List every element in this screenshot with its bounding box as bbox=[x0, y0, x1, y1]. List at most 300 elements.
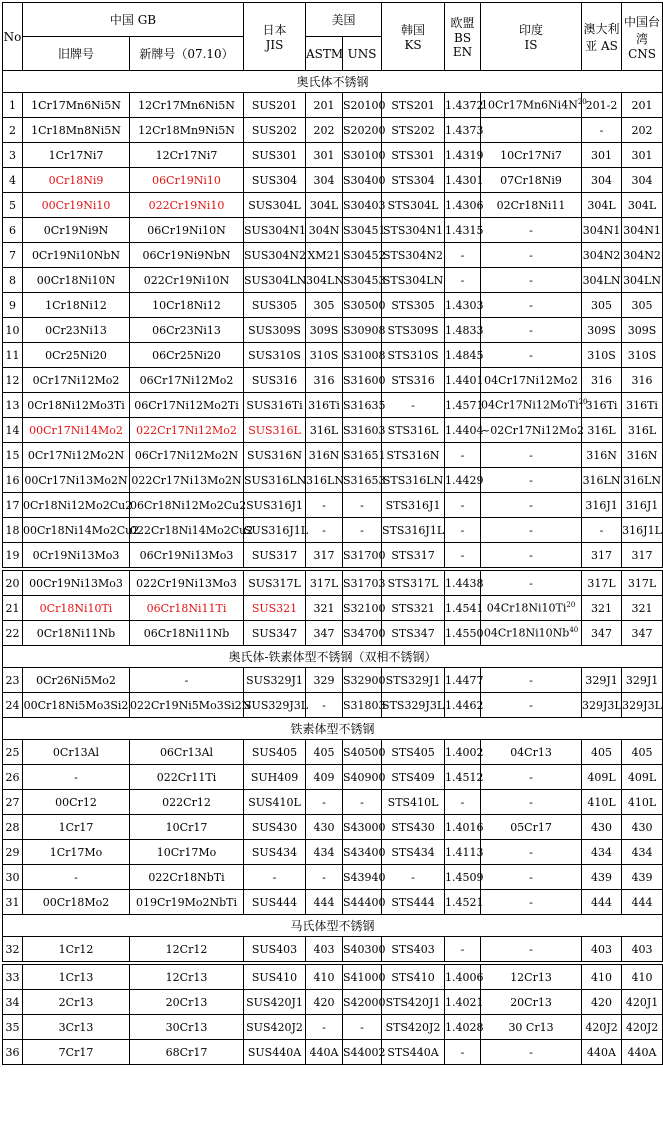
cell-value: 317 bbox=[313, 548, 335, 562]
cell-en bbox=[445, 543, 481, 568]
cell-value: 1.4571 bbox=[445, 398, 484, 412]
cell-new bbox=[130, 990, 244, 1015]
table-row bbox=[3, 293, 663, 318]
cell-value: - bbox=[322, 870, 326, 884]
cell-no bbox=[3, 193, 23, 218]
cell-value: 410 bbox=[313, 970, 335, 984]
cell-value: STS410L bbox=[387, 795, 439, 809]
cell-value: STS310S bbox=[387, 348, 439, 362]
cell-no bbox=[3, 596, 23, 621]
cell-value: 26 bbox=[5, 770, 20, 784]
cell-value: SUH409 bbox=[250, 770, 299, 784]
cell-value: - bbox=[460, 523, 465, 537]
header-eu-en: EN bbox=[452, 45, 473, 59]
cell-value: 00Cr17Ni13Mo2N bbox=[24, 473, 128, 487]
cell-value: 06Cr19Ni10 bbox=[152, 173, 221, 187]
cell-uns bbox=[343, 937, 386, 962]
table-row bbox=[3, 740, 663, 765]
cell-ks bbox=[382, 293, 445, 318]
cell-uns bbox=[343, 890, 386, 915]
cell-as bbox=[582, 118, 622, 143]
cell-value: 04Cr13 bbox=[510, 745, 552, 759]
cell-jis bbox=[244, 143, 306, 168]
cell-is bbox=[481, 443, 582, 468]
cell-value: 305 bbox=[313, 298, 335, 312]
cell-old bbox=[23, 1040, 130, 1065]
cell-value: 1.4002 bbox=[445, 745, 484, 759]
cell-cns bbox=[622, 343, 663, 368]
cell-as bbox=[582, 93, 622, 118]
cell-value: 022Cr12 bbox=[162, 795, 211, 809]
cell-value: - bbox=[529, 1045, 533, 1059]
cell-as bbox=[582, 418, 622, 443]
cell-cns bbox=[622, 368, 663, 393]
cell-astm bbox=[306, 243, 343, 268]
cell-value: 1.4550 bbox=[445, 626, 484, 640]
cell-en bbox=[445, 468, 484, 493]
cell-value: 12Cr13 bbox=[165, 970, 208, 984]
cell-as bbox=[582, 1040, 622, 1065]
cell-value: STS410 bbox=[391, 970, 435, 984]
cell-ks bbox=[382, 990, 445, 1015]
cell-value: SUS444 bbox=[251, 895, 298, 909]
cell-value: 403 bbox=[313, 942, 335, 956]
cell-new bbox=[130, 571, 244, 596]
cell-value: STS420J2 bbox=[385, 1020, 441, 1034]
cell-ks bbox=[382, 693, 445, 718]
cell-cns bbox=[622, 293, 663, 318]
cell-is bbox=[481, 865, 582, 890]
cell-new bbox=[130, 418, 244, 443]
cell-value: STS317 bbox=[391, 548, 435, 562]
cell-value: SUS410L bbox=[248, 795, 301, 809]
cell-astm bbox=[306, 693, 343, 718]
cell-ks bbox=[382, 965, 445, 990]
cell-value: SUS316J1L bbox=[244, 523, 309, 537]
table-row bbox=[3, 518, 663, 543]
cell-en bbox=[445, 865, 484, 890]
cell-value: 1.4845 bbox=[445, 348, 484, 362]
cell-old bbox=[23, 293, 130, 318]
cell-value: SUS309S bbox=[248, 323, 301, 337]
table-row bbox=[3, 243, 663, 268]
cell-ks bbox=[382, 815, 445, 840]
cell-value: - bbox=[529, 298, 533, 312]
cell-value: STS305 bbox=[391, 298, 435, 312]
cell-value: - bbox=[360, 1020, 364, 1034]
cell-en bbox=[445, 990, 484, 1015]
cell-value: 430 bbox=[631, 820, 653, 834]
cell-value: - bbox=[360, 523, 364, 537]
cell-value: - bbox=[529, 323, 533, 337]
cell-is bbox=[481, 890, 582, 915]
cell-no bbox=[3, 268, 23, 293]
cell-as bbox=[582, 443, 622, 468]
cell-en bbox=[445, 790, 481, 815]
cell-cns bbox=[622, 468, 663, 493]
cell-value: - bbox=[360, 795, 364, 809]
cell-astm bbox=[306, 268, 343, 293]
cell-astm bbox=[306, 468, 343, 493]
cell-value: 1Cr17Mn6Ni5N bbox=[31, 98, 121, 112]
cell-no bbox=[3, 393, 23, 418]
cell-uns bbox=[343, 815, 386, 840]
cell-ks bbox=[382, 468, 445, 493]
cell-value: SUS201 bbox=[251, 98, 298, 112]
cell-value: - bbox=[529, 770, 533, 784]
cell-value: 17 bbox=[5, 498, 20, 512]
cell-is bbox=[481, 765, 582, 790]
cell-value: - bbox=[74, 770, 78, 784]
cell-value: 1.4301 bbox=[445, 173, 484, 187]
header-eu-bsen bbox=[445, 3, 481, 71]
cell-is bbox=[481, 937, 582, 962]
cell-no bbox=[3, 621, 23, 646]
cell-astm bbox=[306, 937, 343, 962]
cell-value: S31635 bbox=[343, 398, 386, 412]
cell-new bbox=[130, 621, 244, 646]
cell-value: STS317L bbox=[387, 576, 439, 590]
cell-value: 430 bbox=[313, 820, 335, 834]
cell-is bbox=[481, 668, 582, 693]
cell-is bbox=[481, 1040, 582, 1065]
table-body bbox=[3, 71, 663, 1065]
cell-is bbox=[481, 368, 582, 393]
cell-value: 1Cr17Mo bbox=[49, 845, 103, 859]
cell-old bbox=[23, 1015, 130, 1040]
cell-value: 317 bbox=[591, 548, 613, 562]
cell-ks bbox=[382, 1040, 445, 1065]
cell-new bbox=[130, 168, 244, 193]
cell-value: 06Cr17Ni12Mo2Ti bbox=[134, 398, 239, 412]
cell-value: 1Cr13 bbox=[58, 970, 94, 984]
cell-value: 420 bbox=[313, 995, 335, 1009]
cell-cns bbox=[622, 1040, 663, 1065]
cell-value: SUS321 bbox=[251, 601, 298, 615]
cell-value: - bbox=[322, 523, 326, 537]
cell-value: 06Cr17Ni12Mo2N bbox=[134, 448, 239, 462]
cell-value: - bbox=[529, 448, 533, 462]
cell-as bbox=[582, 493, 622, 518]
cell-value: 30 bbox=[5, 870, 20, 884]
cell-value: 304L bbox=[587, 198, 616, 212]
cell-astm bbox=[306, 621, 343, 646]
cell-new bbox=[130, 693, 252, 718]
cell-value: 0Cr18Ni9 bbox=[48, 173, 104, 187]
cell-value: 409 bbox=[313, 770, 335, 784]
cell-en bbox=[445, 890, 484, 915]
cell-value: - bbox=[460, 248, 465, 262]
cell-cns bbox=[622, 693, 663, 718]
cell-is bbox=[481, 343, 582, 368]
cell-as bbox=[582, 193, 622, 218]
cell-astm bbox=[306, 318, 343, 343]
cell-jis bbox=[244, 840, 306, 865]
cell-old bbox=[23, 668, 130, 693]
cell-value: 410L bbox=[627, 795, 657, 809]
cell-value: S41000 bbox=[343, 970, 386, 984]
cell-value: SUS317L bbox=[248, 576, 301, 590]
cell-old bbox=[23, 368, 130, 393]
cell-value: 434 bbox=[313, 845, 335, 859]
cell-value: - bbox=[529, 498, 533, 512]
cell-cns bbox=[622, 418, 663, 443]
cell-value: ~02Cr17Ni12Mo2 bbox=[481, 423, 584, 437]
cell-cns bbox=[622, 840, 663, 865]
cell-value: 04Cr18Ni10Nb bbox=[483, 626, 570, 640]
cell-as bbox=[582, 865, 622, 890]
cell-astm bbox=[306, 790, 343, 815]
cell-value: 3 bbox=[9, 148, 16, 162]
cell-value: 304N bbox=[308, 223, 340, 237]
cell-ks bbox=[382, 621, 445, 646]
cell-value: SUS316L bbox=[248, 423, 301, 437]
cell-value: XM21 bbox=[307, 248, 341, 262]
cell-en bbox=[445, 368, 484, 393]
cell-is bbox=[481, 543, 582, 568]
cell-value: - bbox=[322, 698, 326, 712]
cell-no bbox=[3, 790, 23, 815]
cell-en bbox=[445, 571, 484, 596]
cell-uns bbox=[343, 468, 386, 493]
cell-uns bbox=[343, 1040, 386, 1065]
cell-en bbox=[445, 815, 484, 840]
cell-old bbox=[23, 571, 130, 596]
section-title: 奥氏体-铁素体型不锈钢（双相不锈钢） bbox=[3, 646, 663, 668]
cell-is bbox=[481, 393, 588, 418]
cell-value: 022Cr18Ni14Mo2Cu2 bbox=[130, 523, 254, 537]
cell-value: 405 bbox=[591, 745, 613, 759]
table-row bbox=[3, 1040, 663, 1065]
cell-cns bbox=[622, 668, 663, 693]
cell-value: S30403 bbox=[343, 198, 386, 212]
cell-value: SUS316J1 bbox=[246, 498, 303, 512]
cell-value: 316 bbox=[591, 373, 613, 387]
cell-uns bbox=[343, 693, 386, 718]
cell-new bbox=[130, 243, 244, 268]
cell-value: - bbox=[322, 795, 326, 809]
cell-value: 1Cr17Ni7 bbox=[48, 148, 104, 162]
cell-value: 440A bbox=[627, 1045, 657, 1059]
cell-no bbox=[3, 418, 23, 443]
cell-astm bbox=[306, 543, 343, 568]
cell-jis bbox=[244, 418, 306, 443]
cell-value: S30908 bbox=[343, 323, 386, 337]
cell-value: 33 bbox=[5, 970, 20, 984]
cell-is bbox=[481, 293, 582, 318]
cell-old bbox=[23, 268, 130, 293]
cell-cns bbox=[622, 243, 663, 268]
cell-is bbox=[481, 518, 582, 543]
cell-value: 18 bbox=[5, 523, 20, 537]
cell-value: 405 bbox=[631, 745, 653, 759]
cell-value: 1.4303 bbox=[445, 298, 484, 312]
header-cns-std: CNS bbox=[628, 46, 656, 61]
cell-as bbox=[582, 393, 622, 418]
cell-value: 022Cr11Ti bbox=[156, 770, 217, 784]
cell-value: - bbox=[460, 1045, 465, 1059]
cell-is bbox=[481, 990, 582, 1015]
table-row bbox=[3, 443, 663, 468]
cell-value: 316LN bbox=[582, 473, 621, 487]
cell-as bbox=[582, 218, 622, 243]
cell-no bbox=[3, 815, 23, 840]
cell-ks bbox=[382, 268, 445, 293]
cell-no bbox=[3, 368, 23, 393]
cell-value: 202 bbox=[631, 123, 653, 137]
cell-astm bbox=[306, 890, 343, 915]
cell-value: - bbox=[529, 473, 533, 487]
cell-old bbox=[23, 443, 130, 468]
cell-value: 7 bbox=[9, 248, 16, 262]
cell-no bbox=[3, 93, 23, 118]
cell-value: 1 bbox=[9, 98, 16, 112]
cell-en bbox=[445, 193, 484, 218]
cell-value: 02Cr18Ni11 bbox=[496, 198, 566, 212]
cell-value: SUS304 bbox=[251, 173, 298, 187]
cell-en bbox=[445, 1040, 481, 1065]
cell-jis bbox=[244, 268, 306, 293]
cell-old bbox=[23, 118, 130, 143]
cell-value: - bbox=[529, 523, 533, 537]
cell-value: SUS305 bbox=[251, 298, 298, 312]
cell-no bbox=[3, 218, 23, 243]
cell-cns bbox=[622, 518, 663, 543]
cell-no bbox=[3, 765, 23, 790]
cell-value: 304 bbox=[591, 173, 613, 187]
table-row bbox=[3, 668, 663, 693]
cell-value: 316N bbox=[626, 448, 658, 462]
cell-jis bbox=[244, 193, 306, 218]
cell-as bbox=[582, 840, 622, 865]
cell-value: 1.4521 bbox=[445, 895, 484, 909]
cell-value: 00Cr12 bbox=[55, 795, 97, 809]
cell-cns bbox=[622, 393, 663, 418]
cell-value: 1.4021 bbox=[445, 995, 484, 1009]
cell-cns bbox=[622, 318, 663, 343]
cell-en bbox=[445, 293, 484, 318]
section-title: 奥氏体不锈钢 bbox=[3, 71, 663, 93]
cell-value: 00Cr17Ni14Mo2 bbox=[29, 423, 123, 437]
cell-value: 440A bbox=[587, 1045, 616, 1059]
cell-value: 1.4509 bbox=[445, 870, 484, 884]
cell-uns bbox=[343, 443, 386, 468]
cell-cns bbox=[622, 815, 663, 840]
cell-value: - bbox=[411, 398, 415, 412]
cell-is bbox=[481, 493, 582, 518]
cell-value: 1.4006 bbox=[445, 970, 484, 984]
cell-value: 15 bbox=[5, 448, 20, 462]
cell-value: 304N2 bbox=[582, 248, 621, 262]
cell-value: 019Cr19Mo2NbTi bbox=[135, 895, 238, 909]
cell-new bbox=[130, 1015, 244, 1040]
cell-value: 0Cr23Ni13 bbox=[45, 323, 107, 337]
cell-value: STS329J3L bbox=[382, 698, 445, 712]
cell-value: 29 bbox=[5, 845, 20, 859]
cell-value: 329J3L bbox=[582, 698, 622, 712]
cell-value: STS316 bbox=[391, 373, 435, 387]
cell-old bbox=[23, 143, 130, 168]
cell-as bbox=[582, 790, 622, 815]
cell-value: 317L bbox=[309, 576, 339, 590]
cell-en bbox=[445, 668, 484, 693]
header-gb-new: 新牌号（07.10） bbox=[130, 37, 244, 71]
cell-is bbox=[481, 965, 582, 990]
cell-value: 1.4477 bbox=[445, 673, 484, 687]
cell-en bbox=[445, 443, 481, 468]
cell-old bbox=[23, 418, 130, 443]
cell-value: 13 bbox=[5, 398, 20, 412]
cell-jis bbox=[244, 93, 306, 118]
cell-value: 1.4372 bbox=[445, 98, 484, 112]
cell-value: 11 bbox=[5, 348, 20, 362]
cell-astm bbox=[306, 1015, 343, 1040]
cell-value: 16 bbox=[5, 473, 20, 487]
cell-cns bbox=[622, 621, 663, 646]
cell-value: 8 bbox=[9, 273, 16, 287]
cell-as bbox=[582, 937, 622, 962]
cell-cns bbox=[622, 118, 663, 143]
cell-value: - bbox=[460, 448, 465, 462]
cell-value: 1Cr18Ni12 bbox=[45, 298, 107, 312]
cell-value: - bbox=[460, 548, 465, 562]
cell-value: 10Cr18Ni12 bbox=[152, 298, 221, 312]
header-is-std: IS bbox=[524, 38, 538, 52]
cell-old bbox=[23, 965, 130, 990]
cell-en bbox=[445, 518, 481, 543]
cell-value: 1.4512 bbox=[445, 770, 484, 784]
cell-cns bbox=[622, 865, 663, 890]
section-header-row bbox=[3, 915, 663, 937]
table-row bbox=[3, 621, 663, 646]
cell-new bbox=[130, 368, 244, 393]
cell-value: 1.4306 bbox=[445, 198, 484, 212]
header-ks-std: KS bbox=[404, 38, 422, 52]
cell-value: STS309S bbox=[387, 323, 439, 337]
cell-uns bbox=[343, 143, 386, 168]
cell-value: 20Cr13 bbox=[165, 995, 208, 1009]
cell-old bbox=[23, 890, 130, 915]
cell-value: 316J1L bbox=[622, 523, 662, 537]
cell-value: 06Cr18Ni12Mo2Cu2 bbox=[130, 498, 247, 512]
cell-ks bbox=[382, 765, 445, 790]
cell-value: 420J2 bbox=[585, 1020, 618, 1034]
cell-new bbox=[130, 596, 244, 621]
cell-value: 10 bbox=[5, 323, 20, 337]
cell-value: S31653 bbox=[343, 473, 386, 487]
cell-value: STS304N1 bbox=[383, 223, 444, 237]
cell-as bbox=[582, 143, 622, 168]
cell-uns bbox=[343, 418, 386, 443]
cell-cns bbox=[622, 168, 663, 193]
cell-value: S32100 bbox=[343, 601, 386, 615]
cell-new bbox=[130, 118, 244, 143]
cell-uns bbox=[343, 596, 386, 621]
cell-value: 444 bbox=[591, 895, 613, 909]
cell-value: 32 bbox=[5, 942, 20, 956]
cell-is bbox=[481, 318, 582, 343]
grade-comparison-sheet bbox=[0, 2, 663, 1145]
cell-value: 317L bbox=[627, 576, 657, 590]
cell-value: SUS347 bbox=[251, 626, 298, 640]
table-row bbox=[3, 143, 663, 168]
cell-value: STS316J1L bbox=[382, 523, 445, 537]
cell-value: 439 bbox=[631, 870, 653, 884]
cell-en bbox=[445, 318, 484, 343]
cell-value: SUS304L bbox=[248, 198, 301, 212]
cell-is bbox=[481, 143, 582, 168]
cell-ks bbox=[382, 343, 445, 368]
